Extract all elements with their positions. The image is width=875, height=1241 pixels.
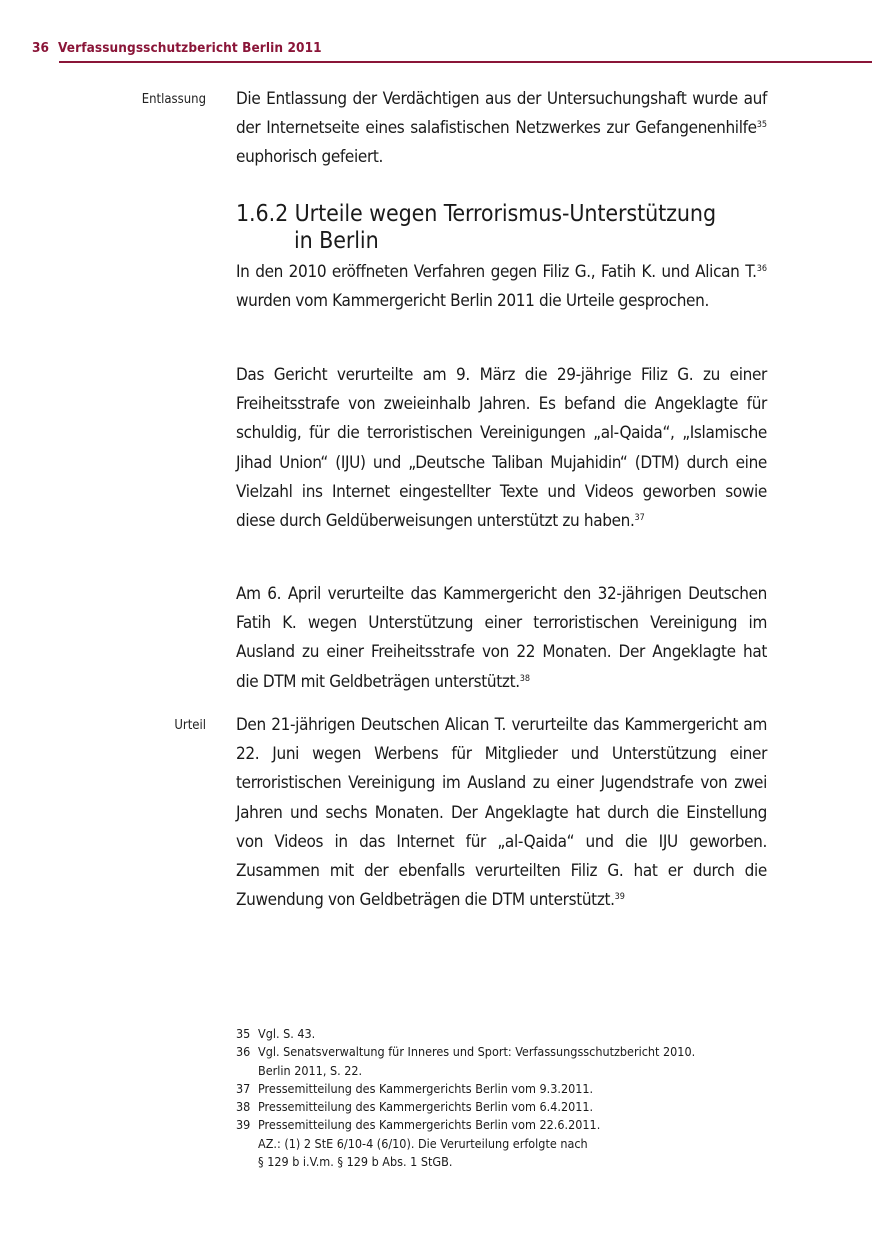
footnote-ref[interactable]: 36 — [756, 264, 767, 274]
footnote-ref[interactable]: 37 — [634, 513, 645, 524]
footnote-39: 39 Pressemitteilung des Kammergerichts Berlin vom 22.6.2011. AZ.: (1) 2 StE 6/10-4 (6/10). Die Verurteilung erfolgte nach § 129 b i.V.m. § 129 b Abs. 1 StGB. — [236, 1117, 601, 1170]
footnote-38: 38 Pressemitteilung des Kammergerichts Berlin vom 6.4.2011. — [236, 1099, 594, 1115]
footnote-36: 36 Vgl. Senatsverwaltung für Inneres und Sport: Verfassungsschutzbericht 2010. Berlin 2011, S. 22. — [236, 1044, 696, 1078]
running-header — [32, 40, 322, 56]
paragraph-entlassung: Die Entlassung der Verdächtigen aus der Untersuchungshaft wurde auf der Internetseite eines salafistischen Netzwerkes zur Gefangenenhilfe$^{35}$ euphorisch gefeiert. — [236, 89, 767, 168]
margin-note-urteil: Urteil — [174, 718, 206, 733]
paragraph-filiz: Das Gericht verurteilte am 9. März die 29-jährige Filiz G. zu einer Freiheitsstrafe von zweieinhalb Jahren. Es befand die Angeklagte für schuldig, für die terroristischen Vereinigungen „al-Qaida“, „Islamische Jihad Union“ (IJU) und „Deutsche Taliban Mujahidin“ (DTM) durch eine Vielzahl ins Internet eingestellter Texte und Videos geworben sowie diese durch Geldüberweisungen unterstützt zu haben.$^{37}$ — [236, 365, 767, 532]
header-title: Verfassungsschutzbericht Berlin 2011 — [58, 40, 322, 56]
footnotes — [236, 1025, 695, 1171]
paragraph-fatih: Am 6. April verurteilte das Kammergericht den 32-jährigen Deutschen Fatih K. wegen Unterstützung einer terroristischen Vereinigung im Ausland zu einer Freiheitsstrafe von 22 Monaten. Der Angeklagte hat die DTM mit Geldbeträgen unterstützt.$^{38}$ — [236, 584, 767, 692]
footnote-ref[interactable]: 38 — [519, 673, 531, 684]
paragraph-intro: In den 2010 eröffneten Verfahren gegen Filiz G., Fatih K. und Alican T.$^{36}$ wurden vom Kammergericht Berlin 2011 die Urteile gesprochen. — [236, 262, 767, 312]
paragraph-alican: Den 21-jährigen Deutschen Alican T. verurteilte das Kammergericht am 22. Juni wegen Werbens für Mitglieder und Unterstützung einer terroristischen Vereinigung im Ausland zu einer Jugendstrafe von zwei Jahren und sechs Monaten. Der Angeklagte hat durch die Einstellung von Videos in das Internet für „al-Qaida“ und die IJU geworben. Zusammen mit der ebenfalls verurteilten Filiz G. hat er durch die Zuwendung von Geldbeträgen die DTM unterstützt.$^{39}$ — [236, 715, 767, 911]
footnote-35: 35 Vgl. S. 43. — [236, 1026, 316, 1041]
section-heading: 1.6.2 Urteile wegen Terrorismus-Unterstützung in Berlin — [236, 201, 716, 254]
footnote-37: 37 Pressemitteilung des Kammergerichts Berlin vom 9.3.2011. — [236, 1080, 594, 1096]
header-rule — [59, 61, 872, 63]
footnote-ref[interactable]: 39 — [614, 892, 625, 903]
footnote-ref[interactable]: 35 — [756, 120, 767, 131]
page-number: 36 — [32, 40, 50, 56]
margin-note-entlassung: Entlassung — [141, 92, 206, 107]
